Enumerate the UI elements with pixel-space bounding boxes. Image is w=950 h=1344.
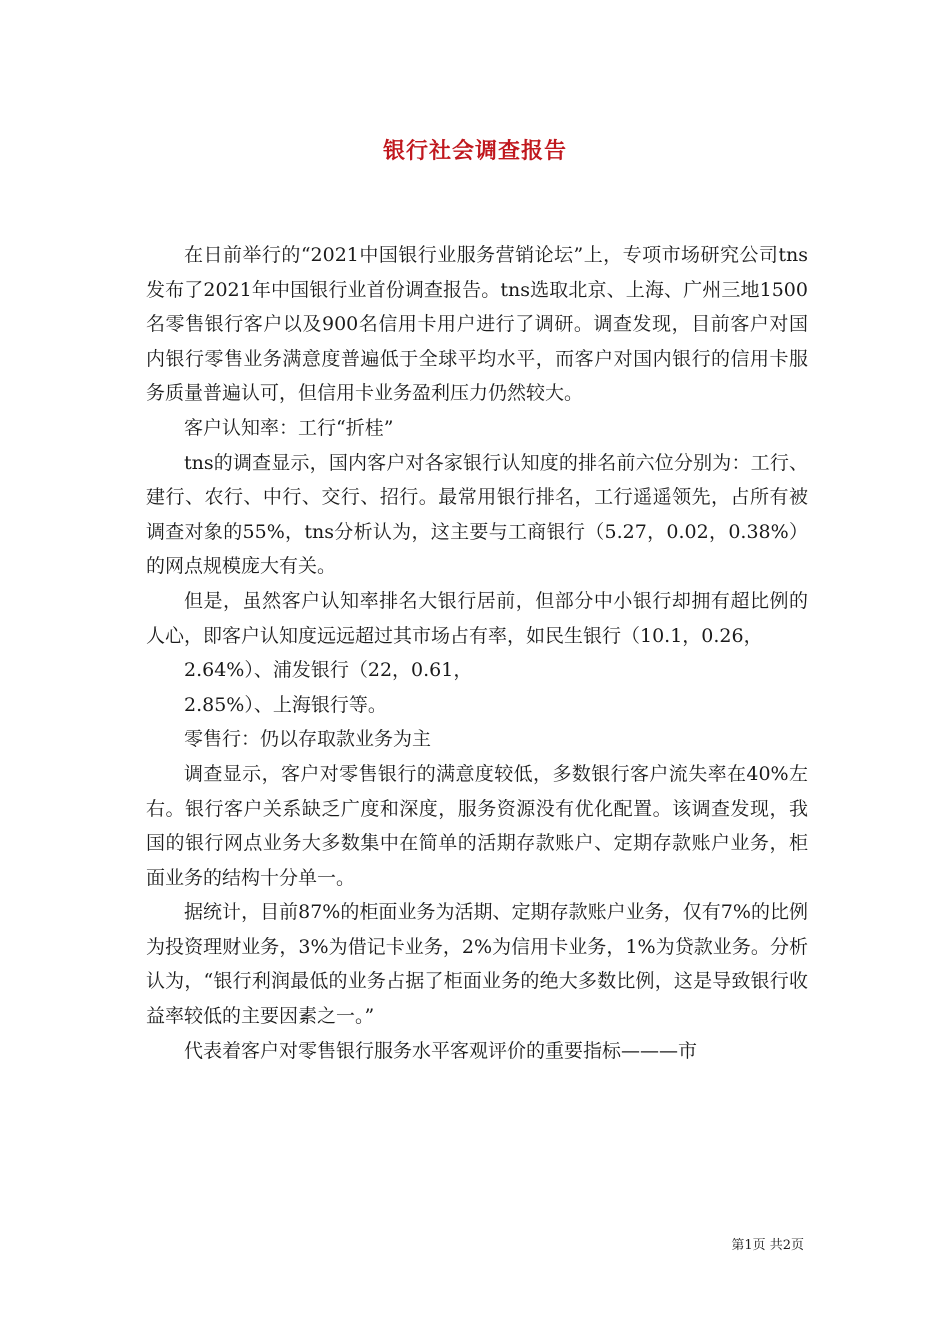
paragraph: 在日前举行的“2021中国银行业服务营销论坛”上，专项市场研究公司tns发布了2021年中国银行业首份调查报告。tns选取北京、上海、广州三地1500名零售银行客户以及900名信用卡用户进行了调研。调查发现，目前客户对国内银行零售业务满意度普遍低于全球平均水平，而客户对国内银行的信用卡服务质量普遍认可，但信用卡业务盈利压力仍然较大。 [146, 244, 808, 405]
section-heading: 零售行：仍以存取款业务为主 [184, 728, 432, 751]
page-number: 第1页 共2页 [731, 1238, 804, 1253]
paragraph: 但是，虽然客户认知率排名大银行居前，但部分中小银行却拥有超比例的人心，即客户认知度远远超过其市场占有率，如民生银行（10.1，0.26， [146, 589, 808, 647]
section-heading: 客户认知率：工行“折桂” [184, 416, 394, 439]
paragraph: 调查显示，客户对零售银行的满意度较低，多数银行客户流失率在40%左右。银行客户关系缺乏广度和深度，服务资源没有优化配置。该调查发现，我国的银行网点业务大多数集中在简单的活期存款账户、定期存款账户业务，柜面业务的结构十分单一。 [146, 762, 808, 889]
paragraph: 代表着客户对零售银行服务水平客观评价的重要指标———市 [184, 1039, 698, 1062]
document-title: 银行社会调查报告 [382, 138, 567, 164]
paragraph: 2.85%）、上海银行等。 [184, 693, 387, 716]
paragraph: 2.64%）、浦发银行（22，0.61， [184, 659, 473, 682]
paragraph: tns的调查显示，国内客户对各家银行认知度的排名前六位分别为：工行、建行、农行、中行、交行、招行。最常用银行排名，工行遥遥领先，占所有被调查对象的55%，tns分析认为，这主要与工商银行（5.27，0.02，0.38%）的网点规模庞大有关。 [146, 451, 808, 578]
paragraph: 据统计，目前87%的柜面业务为活期、定期存款账户业务，仅有7%的比例为投资理财业务，3%为借记卡业务，2%为信用卡业务，1%为贷款业务。分析认为，“银行利润最低的业务占据了柜面业务的绝大多数比例，这是导致银行收益率较低的主要因素之一。” [146, 901, 808, 1028]
document-body [146, 238, 808, 1068]
